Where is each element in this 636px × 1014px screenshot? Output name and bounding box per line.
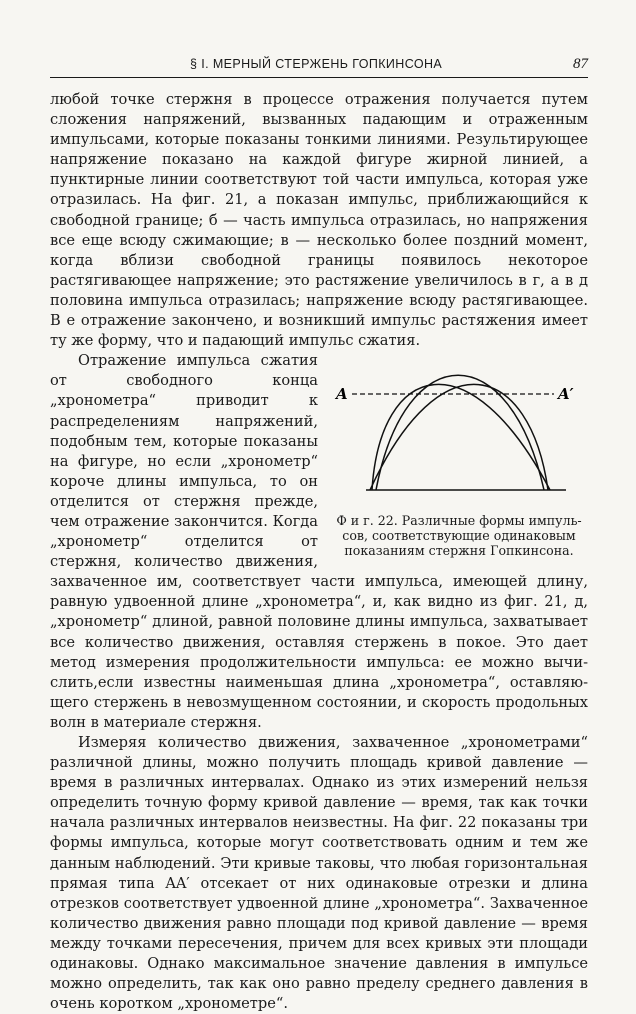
paragraph-2: Отражение импульса сжатия от свободного конца „хронометра“ приводит к распределениям напряжений, подобным тем, которые показаны на фигуре, но если „хронометр“ короче длины импульса, то он отделится от стержня прежде, чем отражение закончится. Когда „хронометр“ отделится от стержня, количество движения, захваченное им, соответствует части импульса, имеющей длину, равную удвоенной длине „хронометра“, и, как видно из фиг. 21, д, „хронометр“ длиной, равной половине длины импульса, захватывает все количество движения, оставляя стержень в покое. Это дает метод измерения продолжительности импульса: ее можно вычислить,если известны наименьшая длина „хронометра“, оставляющего стержень в невозмущенном состоянии, и скорость продольных волн в материале стержня. bbox=[50, 352, 588, 731]
label-a: A bbox=[336, 385, 348, 404]
paragraph-3: Измеряя количество движения, захваченное „хронометрами“ различной длины, можно получить площадь кривой давление — время в различных интервалах. Однако из этих измерений нельзя определить точную форму кривой давление — время, так как точки начала различных интервалов неизвестны. На фиг. 22 показаны три формы импульса, которые могут соответствовать одним и тем же данным наблюдений. Эти кривые таковы, что любая горизонтальная прямая типа AA′ отсекает от них одинаковые отрезки и длина отрезков соответствует удвоенной длине „хронометра“. Захваченное количество движения равно площади под кривой давление — время между точками пересечения, причем для всех кривых эти площади одинаковы. Однако максимальное значение давления в импульсе можно определить, так как оно равно пределу среднего давления в очень коротком „хронометре“. bbox=[50, 734, 588, 1013]
book-page bbox=[50, 56, 588, 1014]
figure-22 bbox=[330, 357, 588, 558]
label-a-prime: A′ bbox=[558, 385, 574, 404]
page-number: 87 bbox=[573, 56, 588, 72]
pulse-curve-symmetric bbox=[376, 375, 544, 490]
pulse-curve-right-skew bbox=[370, 385, 548, 491]
figure-caption: Ф и г. 22. Различные формы импульсов, соответствующие одинаковым показаниям стержня Гопкинсона. bbox=[336, 513, 582, 559]
pulse-shapes-diagram bbox=[330, 357, 588, 507]
body-text bbox=[50, 90, 588, 1014]
running-head bbox=[50, 56, 588, 78]
section-title: § I. МЕРНЫЙ СТЕРЖЕНЬ ГОПКИНСОНА bbox=[190, 57, 443, 71]
paragraph-1: любой точке стержня в процессе отражения получается путем сложения напряжений, вызванных падающим и отраженным импульсами, которые показаны тонкими линиями. Результирующее напряжение показано на каждой фигуре жирной линией, а пунктирные линии соответствуют той части импульса, которая уже отразилась. На фиг. 21, а показан импульс, приближающийся к свободной границе; б — часть импульса отразилась, но напряжения все еще всюду сжимающие; в — несколько более поздний момент, когда вблизи свободной границы появилось некоторое растягивающее напряжение; это растяжение увеличилось в г, а в д половина импульса отразилась; напряжение всюду растягивающее. В е отражение закончено, и возникший импульс растяжения имеет ту же форму, что и падающий импульс сжатия. bbox=[50, 91, 588, 350]
